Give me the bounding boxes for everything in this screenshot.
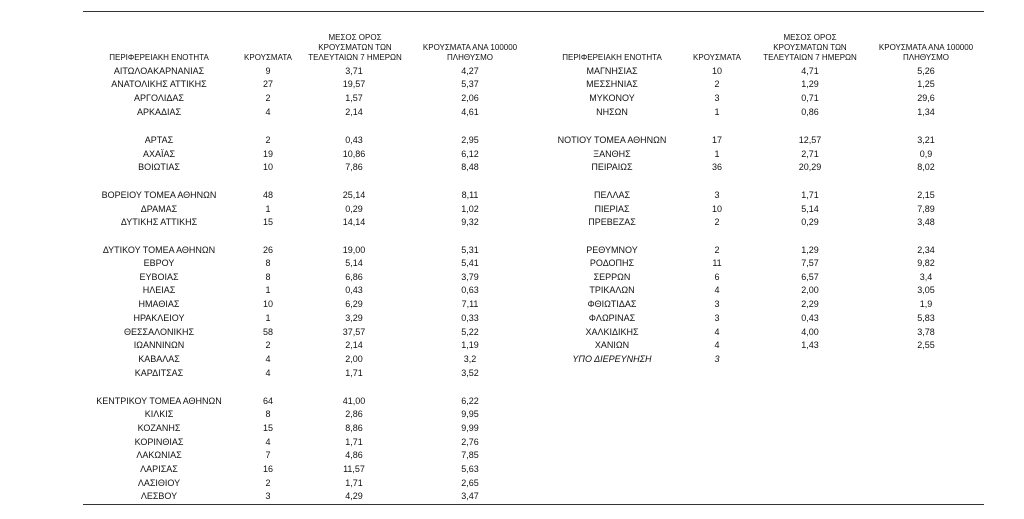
cases-value: 16: [262, 464, 273, 474]
region-name: ΑΡΚΑΔΙΑΣ: [136, 107, 182, 117]
rate-per-100k-value: 1,02: [461, 204, 479, 214]
cases-value: 15: [262, 217, 273, 227]
avg-7day-value: 4,86: [345, 450, 363, 460]
right-header-rate: [861, 43, 991, 63]
region-name: ΘΕΣΣΑΛΟΝΙΚΗΣ: [123, 327, 195, 337]
avg-7day-value: 1,43: [801, 340, 819, 350]
cases-value: 64: [262, 396, 273, 406]
avg-7day-value: 4,71: [801, 66, 819, 76]
table-row: [0, 134, 1024, 147]
avg-7day-value: 1,71: [345, 437, 363, 447]
rate-per-100k-value: 5,26: [917, 66, 935, 76]
table-row: [0, 257, 1024, 270]
region-name: ΞΑΝΘΗΣ: [593, 149, 631, 159]
left-header-avg-line3: ΤΕΛΕΥΤΑΙΩΝ 7 ΗΜΕΡΩΝ: [308, 53, 402, 62]
table-row: [0, 449, 1024, 462]
region-name: ΚΑΡΔΙΤΣΑΣ: [134, 368, 184, 378]
avg-7day-value: 0,43: [345, 135, 363, 145]
cases-value: 26: [262, 245, 273, 255]
avg-7day-value: 41,00: [342, 396, 366, 406]
region-name: ΙΩΑΝΝΙΝΩΝ: [133, 340, 185, 350]
cases-value: 3: [714, 190, 720, 200]
avg-7day-value: 1,71: [345, 368, 363, 378]
avg-7day-value: 6,57: [801, 272, 819, 282]
cases-value: 1: [714, 149, 720, 159]
table-row: [0, 203, 1024, 216]
region-name: ΚΟΖΑΝΗΣ: [137, 423, 181, 433]
rate-per-100k-value: 1,34: [917, 107, 935, 117]
cases-value: 48: [262, 190, 273, 200]
cases-value: 1: [265, 313, 271, 323]
region-name: ΗΜΑΘΙΑΣ: [138, 299, 180, 309]
right-header-cases: ΚΡΟΥΣΜΑΤΑ: [693, 53, 741, 62]
right-header-avg-line3: ΤΕΛΕΥΤΑΙΩΝ 7 ΗΜΕΡΩΝ: [763, 53, 857, 62]
region-name: ΝΗΣΩΝ: [596, 107, 628, 117]
table-row: [0, 148, 1024, 161]
rate-per-100k-value: 3,2: [463, 354, 477, 364]
rate-per-100k-value: 0,33: [461, 313, 479, 323]
rate-per-100k-value: 2,95: [461, 135, 479, 145]
region-name: ΧΑΝΙΩΝ: [594, 340, 630, 350]
rate-per-100k-value: 5,41: [461, 258, 479, 268]
cases-value: 4: [714, 285, 720, 295]
rate-per-100k-value: 1,19: [461, 340, 479, 350]
avg-7day-value: 3,71: [345, 66, 363, 76]
avg-7day-value: 3,29: [345, 313, 363, 323]
table-row: [0, 65, 1024, 78]
table-row: [0, 395, 1024, 408]
left-header-rate-line2: ΠΛΗΘΥΣΜΟ: [446, 53, 494, 62]
cases-value: 7: [265, 450, 271, 460]
avg-7day-value: 2,14: [345, 340, 363, 350]
right-header-region: ΠΕΡΙΦΕΡΕΙΑΚΗ ΕΝΟΤΗΤΑ: [562, 53, 662, 62]
rate-per-100k-value: 3,47: [461, 491, 479, 501]
rate-per-100k-value: 3,4: [919, 272, 933, 282]
cases-value: 8: [265, 409, 271, 419]
rate-per-100k-value: 7,85: [461, 450, 479, 460]
region-name: ΚΙΛΚΙΣ: [144, 409, 174, 419]
rate-per-100k-value: 9,32: [461, 217, 479, 227]
avg-7day-value: 25,14: [342, 190, 366, 200]
table-row: [0, 422, 1024, 435]
avg-7day-value: 2,29: [801, 299, 819, 309]
cases-value: 58: [262, 327, 273, 337]
region-name: ΑΡΤΑΣ: [144, 135, 174, 145]
table-row: [0, 216, 1024, 229]
region-name: ΑΧΑΪΑΣ: [142, 149, 176, 159]
rate-per-100k-value: 0,9: [919, 149, 933, 159]
avg-7day-value: 1,29: [801, 79, 819, 89]
right-header-avg-line1: ΜΕΣΟΣ ΟΡΟΣ: [783, 33, 837, 42]
right-header-avg: [755, 33, 865, 63]
avg-7day-value: 6,29: [345, 299, 363, 309]
right-header-rate-line2: ΠΛΗΘΥΣΜΟ: [902, 53, 950, 62]
table-row: [0, 339, 1024, 352]
rate-per-100k-value: 5,83: [917, 313, 935, 323]
cases-value: 2: [265, 135, 271, 145]
region-name: ΣΕΡΡΩΝ: [593, 272, 631, 282]
cases-value: 6: [714, 272, 720, 282]
region-name: ΥΠΟ ΔΙΕΡΕΥΝΗΣΗ: [572, 354, 652, 364]
region-name: ΦΛΩΡΙΝΑΣ: [588, 313, 636, 323]
cases-value: 1: [265, 285, 271, 295]
rate-per-100k-value: 9,99: [461, 423, 479, 433]
cases-value: 11: [712, 258, 722, 268]
table-row: [0, 284, 1024, 297]
rate-per-100k-value: 4,61: [461, 107, 479, 117]
cases-value: 3: [714, 93, 720, 103]
cases-value: 8: [265, 272, 271, 282]
cases-value: 2: [714, 79, 720, 89]
region-name: ΚΕΝΤΡΙΚΟΥ ΤΟΜΕΑ ΑΘΗΝΩΝ: [96, 396, 222, 406]
table-row: [0, 78, 1024, 91]
avg-7day-value: 0,29: [345, 204, 363, 214]
cases-value: 3: [265, 491, 271, 501]
table-row: [0, 408, 1024, 421]
rate-per-100k-value: 7,11: [461, 299, 479, 309]
avg-7day-value: 19,57: [342, 79, 366, 89]
cases-value: 4: [714, 327, 720, 337]
rate-per-100k-value: 3,78: [917, 327, 935, 337]
region-name: ΕΥΒΟΙΑΣ: [139, 272, 179, 282]
cases-value: 4: [265, 368, 271, 378]
rate-per-100k-value: 9,82: [917, 258, 935, 268]
left-header-cases: ΚΡΟΥΣΜΑΤΑ: [244, 53, 292, 62]
rate-per-100k-value: 6,12: [461, 149, 479, 159]
region-name: ΠΕΙΡΑΙΩΣ: [591, 162, 633, 172]
region-name: ΤΡΙΚΑΛΩΝ: [589, 285, 635, 295]
rate-per-100k-value: 2,15: [917, 190, 935, 200]
avg-7day-value: 8,86: [345, 423, 363, 433]
avg-7day-value: 1,57: [345, 93, 363, 103]
avg-7day-value: 0,43: [345, 285, 363, 295]
cases-value: 4: [265, 107, 271, 117]
rate-per-100k-value: 5,31: [461, 245, 479, 255]
rate-per-100k-value: 5,22: [461, 327, 479, 337]
avg-7day-value: 4,00: [801, 327, 819, 337]
region-name: ΝΟΤΙΟΥ ΤΟΜΕΑ ΑΘΗΝΩΝ: [557, 135, 667, 145]
avg-7day-value: 0,71: [801, 93, 819, 103]
avg-7day-value: 1,71: [801, 190, 819, 200]
left-header-avg-line2: ΚΡΟΥΣΜΑΤΩΝ ΤΩΝ: [318, 43, 392, 52]
region-name: ΠΙΕΡΙΑΣ: [594, 204, 630, 214]
cases-value: 3: [714, 354, 720, 364]
region-name: ΒΟΡΕΙΟΥ ΤΟΜΕΑ ΑΘΗΝΩΝ: [101, 190, 217, 200]
table-row: [0, 463, 1024, 476]
table-row: [0, 326, 1024, 339]
cases-value: 4: [265, 437, 271, 447]
region-name: ΛΑΚΩΝΙΑΣ: [136, 450, 182, 460]
rate-per-100k-value: 5,63: [461, 464, 479, 474]
rate-per-100k-value: 1,9: [919, 299, 933, 309]
region-name: ΔΥΤΙΚΗΣ ΑΤΤΙΚΗΣ: [120, 217, 198, 227]
avg-7day-value: 0,29: [801, 217, 819, 227]
rate-per-100k-value: 2,06: [461, 93, 479, 103]
avg-7day-value: 5,14: [801, 204, 819, 214]
region-name: ΧΑΛΚΙΔΙΚΗΣ: [585, 327, 639, 337]
cases-value: 2: [265, 340, 271, 350]
rate-per-100k-value: 6,22: [461, 396, 479, 406]
table-row: [0, 353, 1024, 366]
avg-7day-value: 1,71: [345, 478, 363, 488]
rate-per-100k-value: 4,27: [461, 66, 479, 76]
rate-per-100k-value: 5,37: [461, 79, 479, 89]
region-name: ΔΡΑΜΑΣ: [140, 204, 178, 214]
cases-value: 8: [265, 258, 271, 268]
rate-per-100k-value: 3,48: [917, 217, 935, 227]
avg-7day-value: 14,14: [342, 217, 366, 227]
region-name: ΦΘΙΩΤΙΔΑΣ: [587, 299, 637, 309]
rate-per-100k-value: 1,25: [917, 79, 935, 89]
bottom-rule: [83, 504, 984, 505]
table-row: [0, 436, 1024, 449]
region-name: ΗΡΑΚΛΕΙΟΥ: [133, 313, 185, 323]
avg-7day-value: 4,29: [345, 491, 363, 501]
left-header-rate-line1: ΚΡΟΥΣΜΑΤΑ ΑΝΑ 100000: [422, 43, 518, 52]
rate-per-100k-value: 8,02: [917, 162, 935, 172]
region-name: ΜΥΚΟΝΟΥ: [589, 93, 635, 103]
cases-value: 36: [711, 162, 722, 172]
region-name: ΠΡΕΒΕΖΑΣ: [588, 217, 636, 227]
cases-value: 10: [262, 162, 273, 172]
table-row: [0, 477, 1024, 490]
table-row: [0, 367, 1024, 380]
avg-7day-value: 12,57: [798, 135, 822, 145]
left-header-region: ΠΕΡΙΦΕΡΕΙΑΚΗ ΕΝΟΤΗΤΑ: [109, 53, 209, 62]
cases-value: 2: [265, 93, 271, 103]
avg-7day-value: 1,29: [801, 245, 819, 255]
left-header-rate: [405, 43, 535, 63]
avg-7day-value: 2,14: [345, 107, 363, 117]
rate-per-100k-value: 3,05: [917, 285, 935, 295]
table-row: [0, 490, 1024, 503]
avg-7day-value: 0,43: [801, 313, 819, 323]
rate-per-100k-value: 3,21: [917, 135, 935, 145]
top-rule: [83, 11, 984, 12]
cases-value: 10: [711, 204, 722, 214]
region-name: ΜΕΣΣΗΝΙΑΣ: [586, 79, 638, 89]
table-row: [0, 312, 1024, 325]
table-row: [0, 106, 1024, 119]
avg-7day-value: 2,00: [345, 354, 363, 364]
avg-7day-value: 20,29: [798, 162, 822, 172]
region-name: ΒΟΙΩΤΙΑΣ: [138, 162, 180, 172]
cases-value: 10: [262, 299, 273, 309]
rate-per-100k-value: 8,48: [461, 162, 479, 172]
rate-per-100k-value: 2,55: [917, 340, 935, 350]
region-name: ΑΡΓΟΛΙΔΑΣ: [134, 93, 184, 103]
rate-per-100k-value: 29,6: [917, 93, 935, 103]
avg-7day-value: 2,86: [345, 409, 363, 419]
avg-7day-value: 7,86: [345, 162, 363, 172]
cases-value: 3: [714, 313, 720, 323]
region-name: ΚΑΒΑΛΑΣ: [138, 354, 180, 364]
rate-per-100k-value: 7,89: [917, 204, 935, 214]
left-header-avg: [300, 33, 410, 63]
avg-7day-value: 0,86: [801, 107, 819, 117]
region-name: ΛΕΣΒΟΥ: [140, 491, 178, 501]
avg-7day-value: 37,57: [342, 327, 366, 337]
region-name: ΗΛΕΙΑΣ: [142, 285, 176, 295]
cases-value: 2: [265, 478, 271, 488]
rate-per-100k-value: 2,76: [461, 437, 479, 447]
region-name: ΡΟΔΟΠΗΣ: [589, 258, 635, 268]
table-row: [0, 92, 1024, 105]
region-name: ΛΑΡΙΣΑΣ: [140, 464, 178, 474]
avg-7day-value: 5,14: [345, 258, 363, 268]
rate-per-100k-value: 9,95: [461, 409, 479, 419]
table-row: [0, 244, 1024, 257]
avg-7day-value: 10,86: [342, 149, 366, 159]
rate-per-100k-value: 3,79: [461, 272, 479, 282]
cases-value: 2: [714, 217, 720, 227]
avg-7day-value: 7,57: [801, 258, 819, 268]
region-name: ΡΕΘΥΜΝΟΥ: [586, 245, 638, 255]
region-name: ΑΝΑΤΟΛΙΚΗΣ ΑΤΤΙΚΗΣ: [111, 79, 207, 89]
cases-value: 3: [714, 299, 720, 309]
table-row: [0, 271, 1024, 284]
cases-value: 19: [262, 149, 273, 159]
rate-per-100k-value: 3,52: [461, 368, 479, 378]
cases-value: 4: [714, 340, 720, 350]
region-name: ΚΟΡΙΝΘΙΑΣ: [134, 437, 184, 447]
region-name: ΕΒΡΟΥ: [143, 258, 175, 268]
region-name: ΜΑΓΝΗΣΙΑΣ: [586, 66, 638, 76]
region-name: ΠΕΛΛΑΣ: [593, 190, 631, 200]
right-header-rate-line1: ΚΡΟΥΣΜΑΤΑ ΑΝΑ 100000: [878, 43, 974, 52]
region-name: ΔΥΤΙΚΟΥ ΤΟΜΕΑ ΑΘΗΝΩΝ: [102, 245, 216, 255]
avg-7day-value: 2,00: [801, 285, 819, 295]
table-row: [0, 298, 1024, 311]
cases-value: 4: [265, 354, 271, 364]
avg-7day-value: 11,57: [343, 464, 365, 474]
cases-value: 9: [265, 66, 271, 76]
region-name: ΛΑΣΙΘΙΟΥ: [137, 478, 181, 488]
cases-value: 15: [262, 423, 273, 433]
rate-per-100k-value: 2,65: [461, 478, 479, 488]
avg-7day-value: 19,00: [342, 245, 366, 255]
table-row: [0, 161, 1024, 174]
left-header-avg-line1: ΜΕΣΟΣ ΟΡΟΣ: [328, 33, 382, 42]
cases-value: 10: [711, 66, 722, 76]
cases-value: 1: [714, 107, 720, 117]
avg-7day-value: 6,86: [345, 272, 363, 282]
cases-value: 1: [265, 204, 271, 214]
avg-7day-value: 2,71: [801, 149, 819, 159]
cases-value: 17: [711, 135, 722, 145]
cases-value: 2: [714, 245, 720, 255]
rate-per-100k-value: 2,34: [917, 245, 935, 255]
rate-per-100k-value: 8,11: [461, 190, 479, 200]
table-row: [0, 189, 1024, 202]
rate-per-100k-value: 0,63: [461, 285, 479, 295]
region-name: ΑΙΤΩΛΟΑΚΑΡΝΑΝΙΑΣ: [113, 66, 205, 76]
cases-value: 27: [262, 79, 273, 89]
right-header-avg-line2: ΚΡΟΥΣΜΑΤΩΝ ΤΩΝ: [773, 43, 847, 52]
